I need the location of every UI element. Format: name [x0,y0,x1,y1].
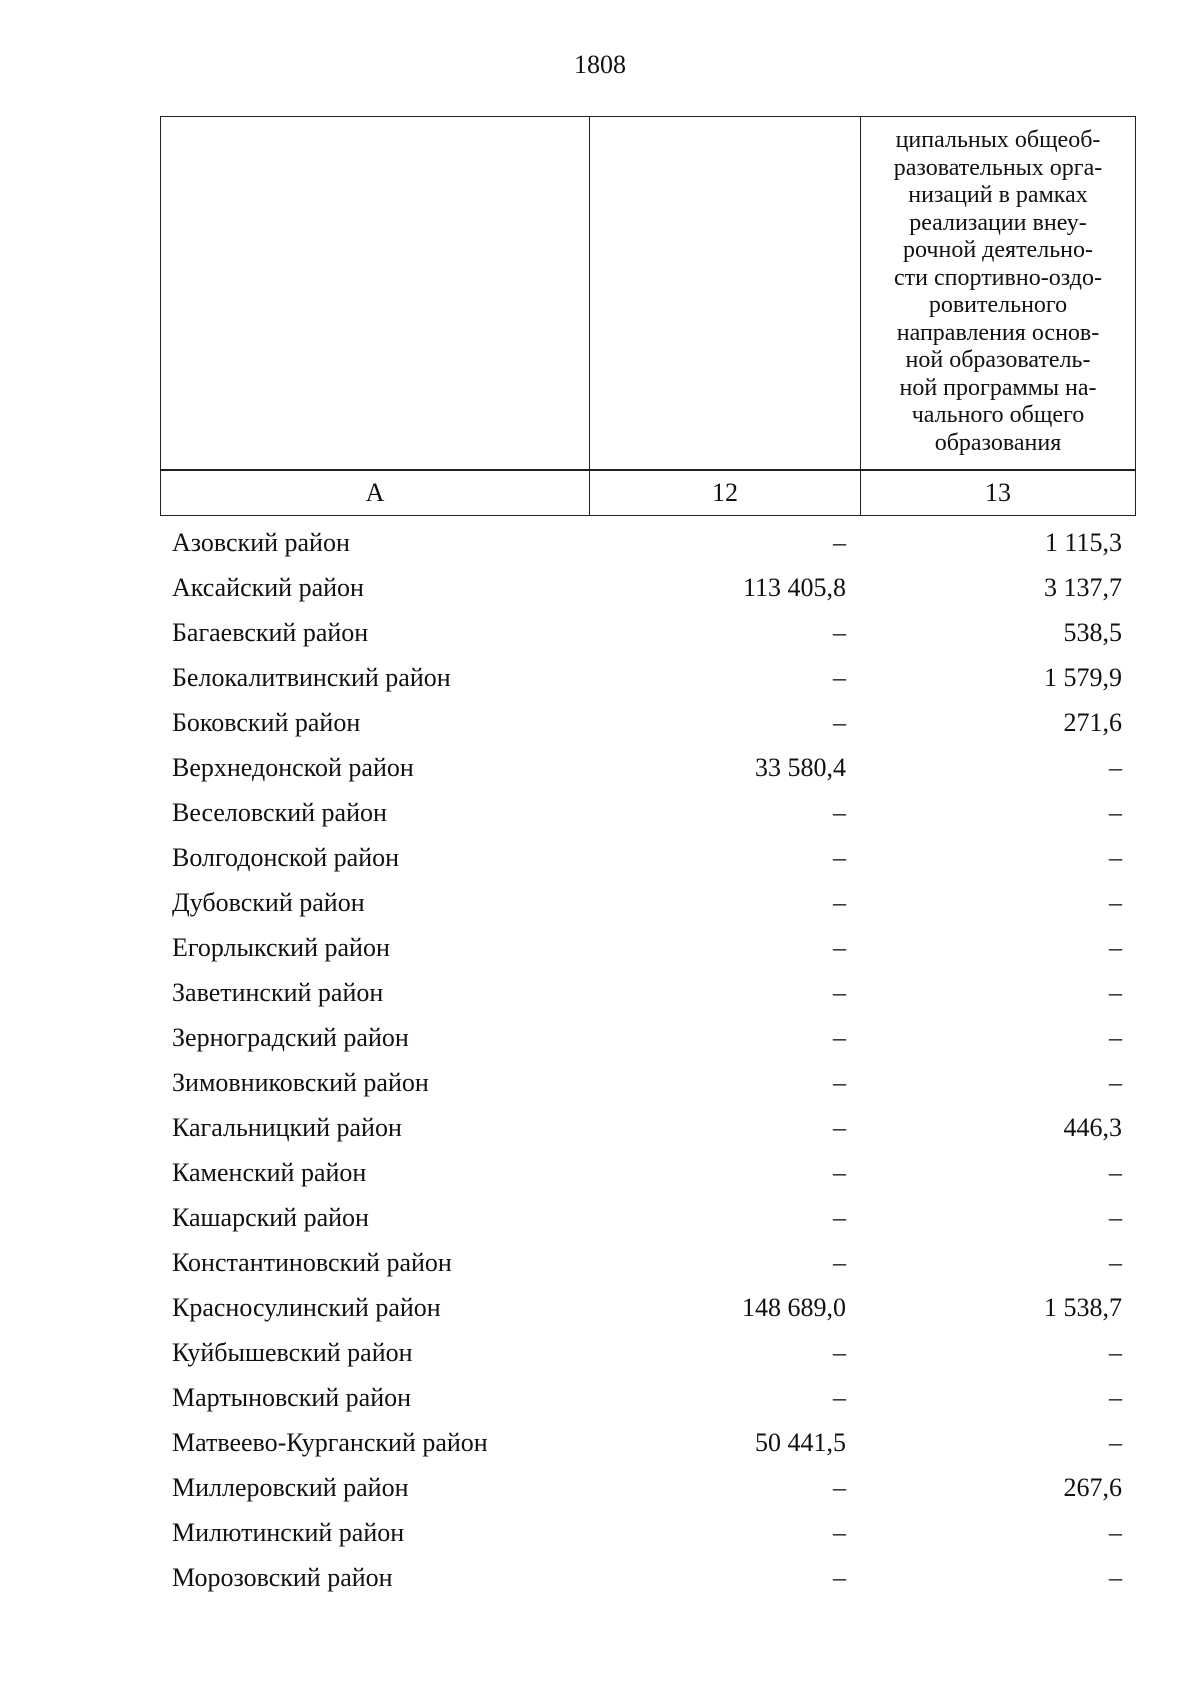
table-row [160,1060,1132,1105]
table-row [160,700,1132,745]
value-col-12: 113 405,8 [742,572,846,602]
district-name: Морозовский район [172,1562,393,1592]
table-body [160,520,1132,1600]
value-col-12: – [833,977,846,1007]
district-name: Аксайский район [172,572,364,602]
district-name: Миллеровский район [172,1472,409,1502]
header-cell-col-a [161,117,590,471]
table-row [160,1555,1132,1600]
district-name: Константиновский район [172,1247,452,1277]
value-col-12: – [833,1562,846,1592]
value-col-12: – [833,887,846,917]
value-col-12: – [833,617,846,647]
district-name: Азовский район [172,527,350,557]
value-col-13: – [1109,1517,1122,1547]
value-col-13: – [1109,797,1122,827]
column-13-description: ципальных общеоб- разовательных орга- низаций в рамках реализации внеу- рочной деятельно- сти спортивно-оздо- ровительного направления основ- ной образователь- ной программы на- чального общего образования [893,127,1103,456]
column-label-a: А [161,470,590,516]
table-header [160,116,1136,516]
value-col-12: 33 580,4 [755,752,846,782]
value-col-12: 148 689,0 [742,1292,846,1322]
value-col-12: – [833,1022,846,1052]
table-row [160,925,1132,970]
table-row [160,1015,1132,1060]
value-col-12: – [833,1472,846,1502]
table-row [160,610,1132,655]
value-col-12: – [833,797,846,827]
district-name: Багаевский район [172,617,369,647]
table-row [160,835,1132,880]
value-col-13: – [1109,887,1122,917]
table-row [160,790,1132,835]
district-name: Заветинский район [172,977,384,1007]
district-name: Волгодонской район [172,842,400,872]
value-col-12: – [833,1247,846,1277]
table-row [160,1105,1132,1150]
table-row [160,1195,1132,1240]
table-row [160,880,1132,925]
value-col-12: – [833,662,846,692]
value-col-13: – [1109,1157,1122,1187]
value-col-13: – [1109,1562,1122,1592]
district-name: Верхнедонской район [172,752,414,782]
value-col-12: – [833,1202,846,1232]
value-col-12: – [833,932,846,962]
table-row [160,1465,1132,1510]
district-name: Зимовниковский район [172,1067,429,1097]
district-name: Мартыновский район [172,1382,412,1412]
table-row [160,1285,1132,1330]
table-row [160,1150,1132,1195]
table-row [160,745,1132,790]
value-col-12: – [833,1337,846,1367]
district-name: Милютинский район [172,1517,405,1547]
value-col-13: – [1109,932,1122,962]
value-col-13: 1 538,7 [1044,1292,1122,1322]
table-row [160,1330,1132,1375]
value-col-13: – [1109,977,1122,1007]
value-col-12: – [833,707,846,737]
district-name: Белокалитвинский район [172,662,451,692]
header-cell-col-12 [590,117,861,471]
value-col-13: 267,6 [1063,1472,1122,1502]
page-number: 1808 [574,50,626,79]
district-name: Кашарский район [172,1202,369,1232]
value-col-13: 271,6 [1063,707,1122,737]
value-col-12: – [833,842,846,872]
value-col-13: 446,3 [1063,1112,1122,1142]
table-row [160,655,1132,700]
table-row [160,970,1132,1015]
value-col-12: – [833,1112,846,1142]
district-name: Зерноградский район [172,1022,409,1052]
value-col-13: – [1109,842,1122,872]
value-col-12: 50 441,5 [755,1427,846,1457]
value-col-13: – [1109,1247,1122,1277]
value-col-13: 1 579,9 [1044,662,1122,692]
district-name: Егорлыкский район [172,932,390,962]
table-row [160,1375,1132,1420]
table-row [160,1240,1132,1285]
table-row [160,1510,1132,1555]
table-row [160,1420,1132,1465]
column-label-13: 13 [861,470,1136,516]
district-name: Веселовский район [172,797,387,827]
district-name: Куйбышевский район [172,1337,413,1367]
district-name: Кагальницкий район [172,1112,402,1142]
value-col-13: 3 137,7 [1044,572,1122,602]
value-col-13: – [1109,1337,1122,1367]
district-name: Матвеево-Курганский район [172,1427,488,1457]
value-col-12: – [833,1067,846,1097]
table-row [160,565,1132,610]
value-col-12: – [833,1517,846,1547]
value-col-13: 538,5 [1063,617,1122,647]
district-name: Дубовский район [172,887,365,917]
header-cell-col-13 [861,117,1136,471]
value-col-12: – [833,1157,846,1187]
column-label-12: 12 [590,470,861,516]
value-col-13: – [1109,1067,1122,1097]
table-row [160,520,1132,565]
district-name: Боковский район [172,707,361,737]
district-name: Красносулинский район [172,1292,441,1322]
value-col-12: – [833,1382,846,1412]
value-col-13: 1 115,3 [1044,527,1122,557]
value-col-12: – [833,527,846,557]
district-name: Каменский район [172,1157,367,1187]
value-col-13: – [1109,1382,1122,1412]
value-col-13: – [1109,1202,1122,1232]
value-col-13: – [1109,752,1122,782]
value-col-13: – [1109,1427,1122,1457]
value-col-13: – [1109,1022,1122,1052]
